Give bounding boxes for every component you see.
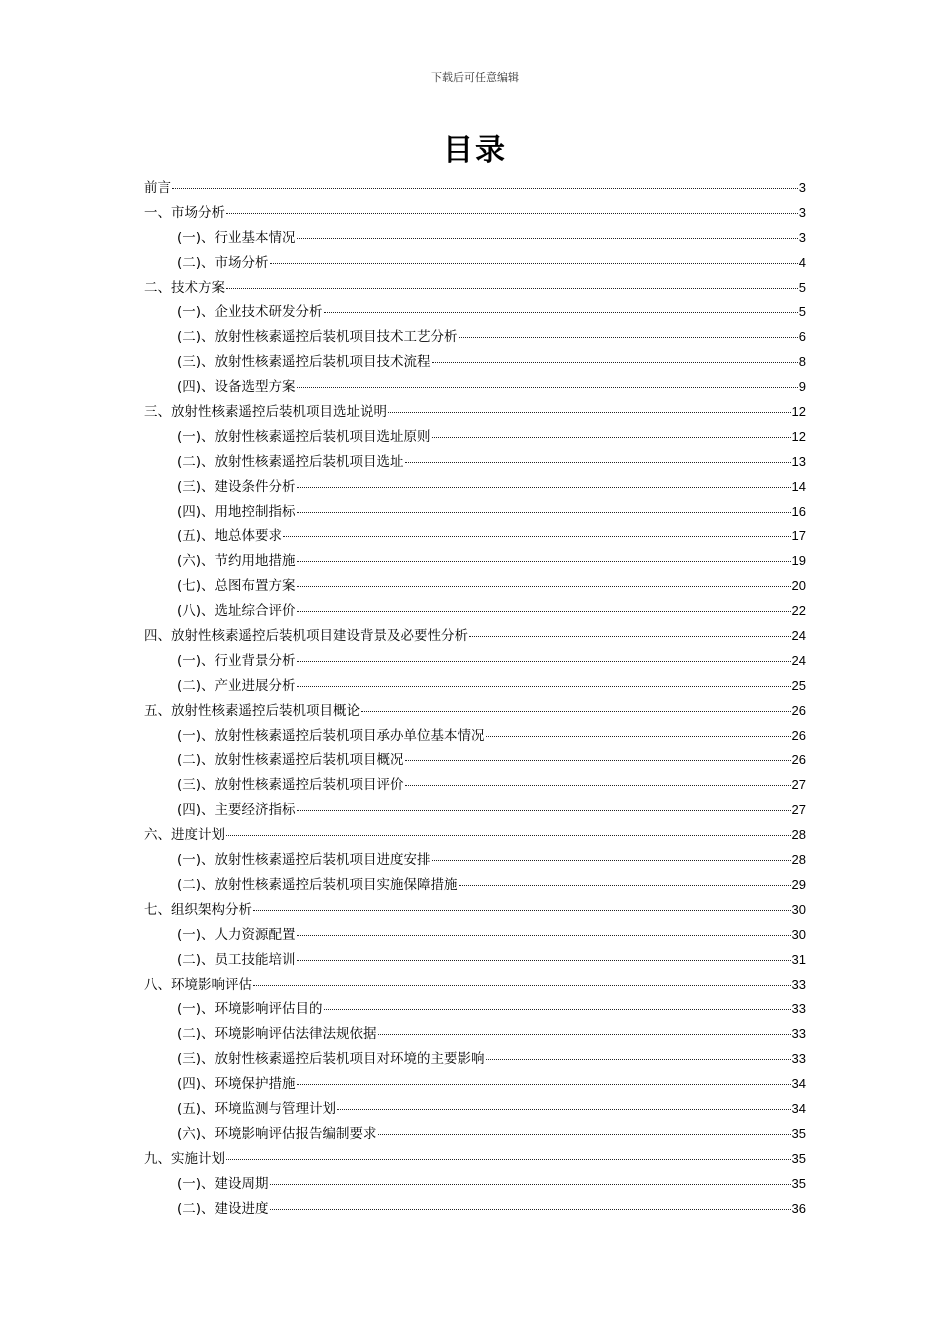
- toc-dot-leader: [297, 586, 791, 587]
- toc-entry-page: 33: [791, 1026, 806, 1042]
- toc-entry-page: 5: [798, 304, 806, 320]
- toc-entry-label: 五、放射性核素遥控后装机项目概论: [144, 702, 360, 719]
- toc-dot-leader: [297, 238, 798, 239]
- toc-entry-label: (五)、环境监测与管理计划: [177, 1100, 337, 1117]
- toc-entry-label: (一)、建设周期: [177, 1175, 269, 1192]
- toc-entry-page: 33: [791, 1001, 806, 1017]
- toc-entry-page: 14: [791, 478, 806, 494]
- toc-entry-page: 3: [798, 204, 806, 220]
- toc-dot-leader: [432, 860, 791, 861]
- toc-entry[interactable]: [144, 649, 806, 674]
- toc-dot-leader: [297, 810, 791, 811]
- toc-entry[interactable]: [144, 201, 806, 226]
- toc-dot-leader: [405, 785, 791, 786]
- toc-entry-page: 28: [791, 852, 806, 868]
- toc-entry-label: (二)、建设进度: [177, 1200, 269, 1217]
- toc-entry-page: 34: [791, 1100, 806, 1116]
- toc-entry[interactable]: [144, 699, 806, 724]
- toc-entry-label: (一)、企业技术研发分析: [177, 304, 323, 321]
- toc-entry[interactable]: [144, 1022, 806, 1047]
- toc-dot-leader: [324, 312, 798, 313]
- toc-entry[interactable]: [144, 1122, 806, 1147]
- toc-entry-label: 四、放射性核素遥控后装机项目建设背景及必要性分析: [144, 628, 468, 645]
- toc-dot-leader: [297, 487, 791, 488]
- toc-dot-leader: [253, 985, 791, 986]
- toc-dot-leader: [226, 213, 798, 214]
- toc-entry-page: 34: [791, 1076, 806, 1092]
- table-of-contents: [144, 176, 806, 1221]
- toc-dot-leader: [297, 387, 798, 388]
- toc-entry-label: (五)、地总体要求: [177, 528, 283, 545]
- toc-entry-page: 24: [791, 628, 806, 644]
- toc-entry[interactable]: [144, 923, 806, 948]
- toc-dot-leader: [486, 736, 791, 737]
- toc-dot-leader: [226, 835, 791, 836]
- toc-entry-page: 33: [791, 976, 806, 992]
- toc-entry-page: 35: [791, 1125, 806, 1141]
- toc-entry-page: 19: [791, 553, 806, 569]
- toc-dot-leader: [378, 1134, 791, 1135]
- toc-entry[interactable]: [144, 350, 806, 375]
- toc-entry-label: (一)、人力资源配置: [177, 926, 296, 943]
- toc-dot-leader: [459, 337, 798, 338]
- toc-dot-leader: [297, 611, 791, 612]
- toc-entry[interactable]: [144, 1047, 806, 1072]
- toc-entry-page: 12: [791, 404, 806, 420]
- toc-entry-page: 20: [791, 578, 806, 594]
- toc-dot-leader: [405, 760, 791, 761]
- toc-entry[interactable]: [144, 500, 806, 525]
- toc-entry-page: 9: [798, 379, 806, 395]
- toc-dot-leader: [226, 1159, 791, 1160]
- toc-entry-page: 3: [798, 229, 806, 245]
- toc-entry[interactable]: [144, 773, 806, 798]
- toc-entry[interactable]: [144, 1197, 806, 1222]
- toc-entry-label: (四)、设备选型方案: [177, 379, 296, 396]
- toc-entry[interactable]: [144, 873, 806, 898]
- toc-entry[interactable]: [144, 1072, 806, 1097]
- toc-dot-leader: [270, 263, 798, 264]
- toc-dot-leader: [405, 462, 791, 463]
- toc-entry-page: 22: [791, 603, 806, 619]
- toc-entry[interactable]: [144, 898, 806, 923]
- toc-entry-page: 13: [791, 453, 806, 469]
- toc-entry-label: 前言: [144, 180, 171, 196]
- toc-entry-page: 25: [791, 677, 806, 693]
- toc-dot-leader: [297, 661, 791, 662]
- toc-entry-page: 35: [791, 1175, 806, 1191]
- toc-entry-page: 26: [791, 727, 806, 743]
- toc-entry-page: 12: [791, 428, 806, 444]
- header-note: 下载后可任意编辑: [431, 71, 519, 84]
- toc-entry[interactable]: [144, 375, 806, 400]
- toc-entry-label: (一)、行业背景分析: [177, 652, 296, 669]
- toc-dot-leader: [378, 1034, 791, 1035]
- toc-dot-leader: [270, 1184, 791, 1185]
- toc-dot-leader: [432, 362, 798, 363]
- toc-entry-page: 16: [791, 503, 806, 519]
- toc-entry-label: (二)、放射性核素遥控后装机项目选址: [177, 453, 404, 470]
- toc-entry-page: 31: [791, 951, 806, 967]
- toc-entry-label: (二)、产业进展分析: [177, 677, 296, 694]
- toc-entry-label: 九、实施计划: [144, 1150, 225, 1167]
- toc-entry[interactable]: [144, 1097, 806, 1122]
- toc-entry-page: 26: [791, 702, 806, 718]
- toc-dot-leader: [283, 536, 790, 537]
- toc-dot-leader: [388, 412, 791, 413]
- toc-entry[interactable]: [144, 624, 806, 649]
- toc-entry-label: (三)、放射性核素遥控后装机项目对环境的主要影响: [177, 1051, 485, 1068]
- toc-entry[interactable]: [144, 226, 806, 251]
- toc-entry-label: (一)、环境影响评估目的: [177, 1001, 323, 1018]
- toc-entry-page: 5: [798, 279, 806, 295]
- toc-entry-page: 26: [791, 752, 806, 768]
- toc-entry-page: 30: [791, 926, 806, 942]
- toc-dot-leader: [253, 910, 791, 911]
- toc-entry[interactable]: [144, 823, 806, 848]
- toc-entry-label: 一、市场分析: [144, 204, 225, 221]
- toc-entry[interactable]: [144, 674, 806, 699]
- toc-entry-label: (三)、放射性核素遥控后装机项目技术流程: [177, 354, 431, 371]
- toc-entry-label: (二)、环境影响评估法律法规依据: [177, 1026, 377, 1043]
- toc-entry[interactable]: [144, 1172, 806, 1197]
- toc-entry[interactable]: [144, 997, 806, 1022]
- toc-entry-label: (一)、放射性核素遥控后装机项目承办单位基本情况: [177, 727, 485, 744]
- toc-dot-leader: [297, 512, 791, 513]
- toc-entry-page: 4: [798, 254, 806, 270]
- toc-entry-label: (四)、主要经济指标: [177, 802, 296, 819]
- toc-entry-page: 36: [791, 1200, 806, 1216]
- toc-dot-leader: [432, 437, 791, 438]
- toc-entry-label: (二)、市场分析: [177, 254, 269, 271]
- toc-dot-leader: [469, 636, 791, 637]
- toc-entry-page: 28: [791, 827, 806, 843]
- toc-entry-page: 3: [798, 180, 806, 195]
- toc-dot-leader: [270, 1209, 791, 1210]
- toc-entry-label: (一)、放射性核素遥控后装机项目进度安排: [177, 852, 431, 869]
- toc-entry[interactable]: [144, 748, 806, 773]
- toc-dot-leader: [486, 1059, 791, 1060]
- toc-entry[interactable]: [144, 574, 806, 599]
- toc-entry[interactable]: [144, 798, 806, 823]
- toc-entry-label: (七)、总图布置方案: [177, 578, 296, 595]
- toc-entry-label: (三)、放射性核素遥控后装机项目评价: [177, 777, 404, 794]
- toc-dot-leader: [297, 1084, 791, 1085]
- toc-entry-label: (六)、节约用地措施: [177, 553, 296, 570]
- toc-entry-label: 二、技术方案: [144, 279, 225, 296]
- toc-entry[interactable]: [144, 1147, 806, 1172]
- toc-entry-label: (二)、放射性核素遥控后装机项目实施保障措施: [177, 876, 458, 893]
- toc-entry[interactable]: [144, 475, 806, 500]
- toc-dot-leader: [297, 561, 791, 562]
- toc-entry[interactable]: [144, 524, 806, 549]
- toc-entry-page: 8: [798, 354, 806, 370]
- toc-entry[interactable]: [144, 325, 806, 350]
- toc-entry[interactable]: [144, 973, 806, 998]
- toc-entry[interactable]: [144, 176, 806, 201]
- toc-entry-page: 35: [791, 1150, 806, 1166]
- toc-dot-leader: [361, 711, 791, 712]
- page-title: 目录: [443, 133, 507, 168]
- toc-entry[interactable]: [144, 724, 806, 749]
- toc-entry[interactable]: [144, 251, 806, 276]
- toc-dot-leader: [226, 288, 798, 289]
- toc-entry[interactable]: [144, 848, 806, 873]
- toc-entry-label: (三)、建设条件分析: [177, 478, 296, 495]
- toc-entry-label: (二)、放射性核素遥控后装机项目概况: [177, 752, 404, 769]
- toc-entry-page: 6: [798, 329, 806, 345]
- toc-entry-label: (六)、环境影响评估报告编制要求: [177, 1125, 377, 1142]
- toc-entry-page: 27: [791, 777, 806, 793]
- toc-dot-leader: [297, 686, 791, 687]
- toc-entry-label: 六、进度计划: [144, 827, 225, 844]
- toc-entry-page: 24: [791, 652, 806, 668]
- toc-entry[interactable]: [144, 549, 806, 574]
- toc-entry[interactable]: [144, 599, 806, 624]
- toc-dot-leader: [297, 960, 791, 961]
- toc-entry-label: 八、环境影响评估: [144, 976, 252, 993]
- toc-dot-leader: [337, 1109, 790, 1110]
- toc-entry-page: 27: [791, 802, 806, 818]
- toc-entry-label: (二)、放射性核素遥控后装机项目技术工艺分析: [177, 329, 458, 346]
- toc-entry-page: 30: [791, 901, 806, 917]
- toc-entry-label: 七、组织架构分析: [144, 901, 252, 918]
- toc-dot-leader: [297, 935, 791, 936]
- toc-entry-label: (二)、员工技能培训: [177, 951, 296, 968]
- toc-entry-page: 17: [791, 528, 806, 544]
- toc-entry-label: (四)、用地控制指标: [177, 503, 296, 520]
- toc-entry[interactable]: [144, 400, 806, 425]
- toc-entry[interactable]: [144, 276, 806, 301]
- toc-dot-leader: [172, 188, 798, 189]
- toc-dot-leader: [324, 1009, 791, 1010]
- toc-entry-page: 29: [791, 876, 806, 892]
- toc-entry[interactable]: [144, 425, 806, 450]
- toc-entry-label: (一)、放射性核素遥控后装机项目选址原则: [177, 428, 431, 445]
- toc-entry-label: (四)、环境保护措施: [177, 1076, 296, 1093]
- toc-entry[interactable]: [144, 450, 806, 475]
- toc-entry-label: (一)、行业基本情况: [177, 229, 296, 246]
- toc-entry[interactable]: [144, 948, 806, 973]
- toc-entry-page: 33: [791, 1051, 806, 1067]
- toc-dot-leader: [459, 885, 791, 886]
- toc-entry-label: (八)、选址综合评价: [177, 603, 296, 620]
- toc-entry-label: 三、放射性核素遥控后装机项目选址说明: [144, 404, 387, 421]
- toc-entry[interactable]: [144, 300, 806, 325]
